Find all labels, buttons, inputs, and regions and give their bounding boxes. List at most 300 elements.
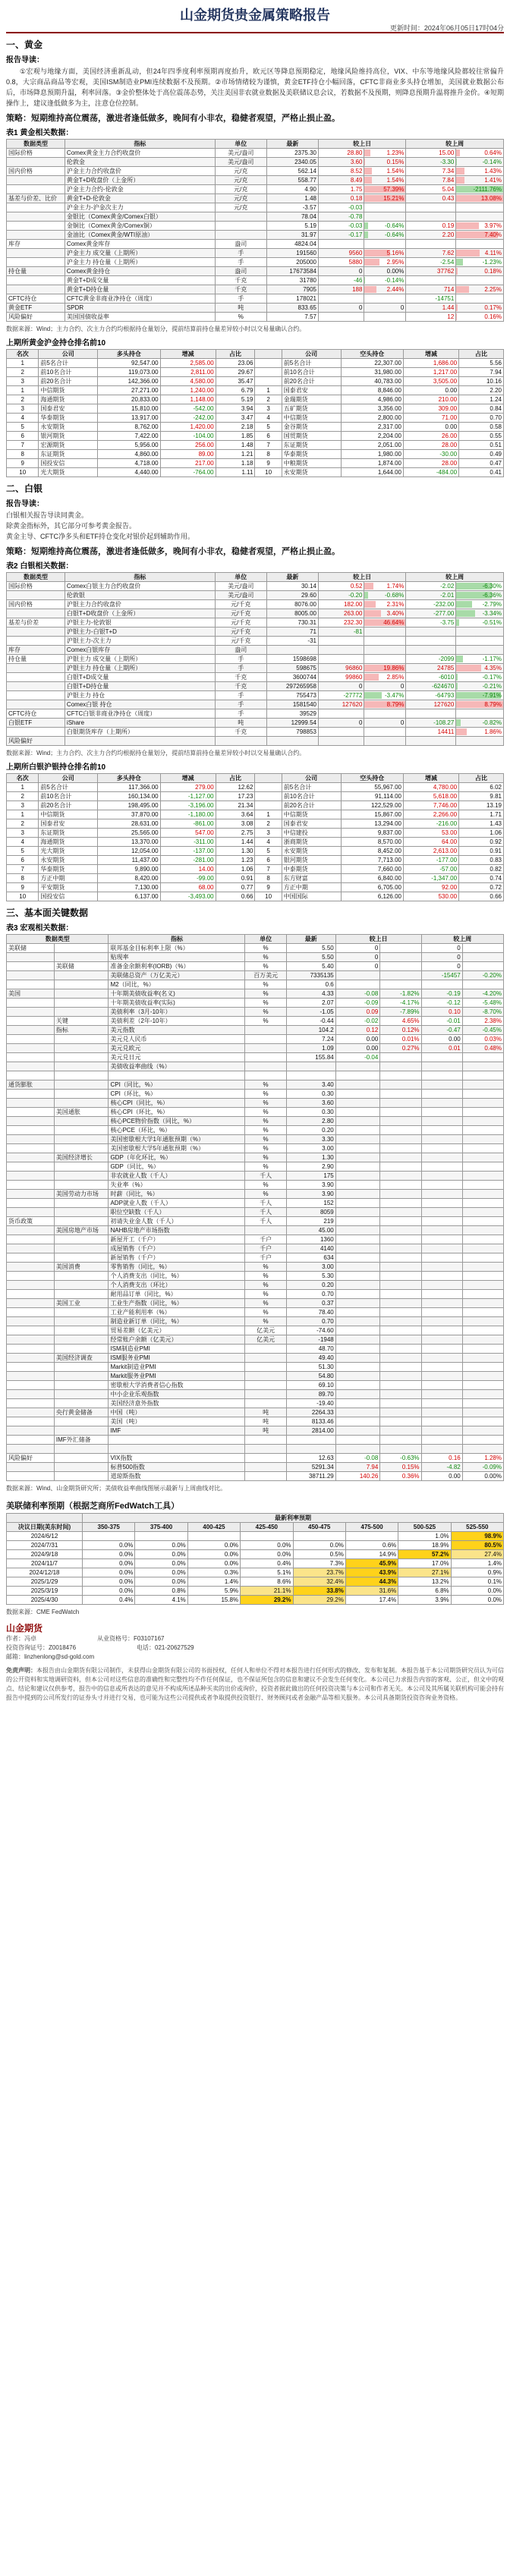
change-value: 0.64%	[484, 149, 502, 156]
fed-row	[7, 1596, 504, 1605]
table-cell	[462, 1272, 503, 1281]
table-cell	[456, 158, 504, 167]
table-cell	[364, 185, 406, 194]
table-cell	[364, 240, 406, 249]
rank-cell: 浙商期货	[282, 838, 341, 847]
table-cell	[54, 1472, 109, 1481]
table-cell	[380, 1390, 421, 1399]
table-cell: 白银T+D成交量	[65, 673, 215, 682]
table-cell	[456, 194, 504, 203]
table-cell: 工业产能利用率（%）	[109, 1308, 245, 1317]
rank-cell: 光大期货	[39, 468, 98, 477]
table-cell	[462, 1235, 503, 1244]
table-cell	[245, 1381, 286, 1390]
change-bar	[456, 268, 457, 275]
rank-cell: 国贸期货	[282, 432, 341, 441]
table-cell	[54, 1071, 109, 1080]
table-cell	[335, 1372, 380, 1381]
table-cell	[54, 971, 109, 980]
table-cell: -0.03	[318, 222, 364, 231]
table-cell	[462, 1126, 503, 1135]
table-cell: 140.26	[335, 1472, 380, 1481]
table-cell	[7, 980, 55, 989]
table-cell	[54, 1172, 109, 1181]
rank-header: 名次	[7, 774, 39, 783]
table-row	[7, 222, 504, 231]
table-cell: 0	[318, 719, 364, 728]
table-row	[7, 212, 504, 222]
table-cell: 千克	[215, 673, 266, 682]
change-value: 2.44%	[386, 286, 405, 293]
table-cell: 2814.00	[286, 1426, 335, 1436]
rank-cell: 0.58	[459, 423, 504, 432]
change-bar	[364, 231, 367, 238]
rank-cell: 15,867.00	[341, 810, 403, 819]
table-cell	[335, 1108, 380, 1117]
table-cell: 手	[215, 700, 266, 709]
rank-cell: 6.02	[459, 783, 504, 792]
table-row	[7, 1244, 504, 1253]
table-cell: 千户	[245, 1244, 286, 1253]
table-cell: 730.31	[266, 618, 318, 627]
rank-cell: -3,196.00	[160, 801, 216, 810]
rank-cell: 122,529.00	[341, 801, 403, 810]
table-cell: 7.34	[406, 167, 456, 176]
rank-cell: 1	[7, 810, 39, 819]
change-bar	[364, 583, 373, 590]
table-cell: 黄金ETF	[7, 304, 65, 313]
table-row	[7, 149, 504, 158]
table-cell	[380, 1108, 421, 1117]
table-cell	[109, 1071, 245, 1080]
rank-row	[7, 359, 504, 368]
table-cell: 沪银主力-白银T+D	[65, 627, 215, 637]
rank-cell: 国泰君安	[282, 819, 341, 829]
rank-header: 空头持仓	[341, 350, 403, 359]
table-cell	[7, 1417, 55, 1426]
table-cell: 1.30	[286, 1153, 335, 1162]
table-cell: 0.00	[421, 1035, 462, 1044]
table-cell	[54, 953, 109, 962]
table-row	[7, 618, 504, 627]
table-cell: 盎司	[215, 240, 266, 249]
fed-cell: 31.6%	[345, 1587, 398, 1596]
table-cell	[335, 1208, 380, 1217]
change-bar	[364, 259, 379, 266]
rank-row	[7, 865, 504, 874]
rank-cell: 37,870.00	[98, 810, 160, 819]
rank-cell: 1.85	[216, 432, 255, 441]
table-cell	[380, 1090, 421, 1099]
table-cell	[335, 1263, 380, 1272]
table-row	[7, 1445, 504, 1454]
rank-cell: 东方财富	[282, 874, 341, 883]
table-cell	[456, 231, 504, 240]
rank-cell: 0.72	[459, 883, 504, 892]
table-cell	[335, 1317, 380, 1326]
table-cell	[462, 1172, 503, 1181]
table-cell	[335, 1126, 380, 1135]
table-cell: 48.70	[286, 1345, 335, 1354]
table-cell	[462, 953, 503, 962]
table-cell	[7, 999, 55, 1008]
column-header: 较上日	[318, 140, 405, 149]
table-cell	[456, 240, 504, 249]
table-cell	[380, 1426, 421, 1436]
email[interactable]: 邮箱：linzhenlong@sd-gold.com	[6, 1653, 95, 1660]
table-cell	[380, 971, 421, 980]
table-cell	[245, 1472, 286, 1481]
table-cell	[54, 1062, 109, 1071]
table-row	[7, 249, 504, 258]
table-cell: 0.12	[335, 1026, 380, 1035]
rank-cell: 5	[7, 423, 39, 432]
table-cell: 美联储	[54, 962, 109, 971]
table-cell: %	[245, 1263, 286, 1272]
table-cell: -4.82	[421, 1463, 462, 1472]
table-cell: CPI（同比，%）	[109, 1080, 245, 1090]
table-cell	[462, 1299, 503, 1308]
fed-cell: 2025/4/30	[7, 1596, 83, 1605]
table-row	[7, 999, 504, 1008]
rank-cell: -311.00	[160, 838, 216, 847]
table-cell: Comex黄金主力合约收盘价	[65, 149, 215, 158]
rank-cell: 0.00	[404, 423, 459, 432]
table-cell: 3.00	[286, 1144, 335, 1153]
table-cell	[462, 1244, 503, 1253]
table-cell: 基差与价差	[7, 618, 65, 627]
table-cell: 沪银主力合约收盘价	[65, 600, 215, 609]
table-cell	[335, 1062, 380, 1071]
table-cell: 833.65	[266, 304, 318, 313]
table-cell	[364, 673, 406, 682]
rank-cell: -542.00	[160, 404, 216, 414]
rank-cell: 平安期货	[39, 883, 98, 892]
change-value: 57.39%	[383, 186, 405, 193]
table-cell: 国内价格	[7, 600, 65, 609]
rank-cell: 8	[7, 874, 39, 883]
rank-cell: 2.75	[216, 829, 255, 838]
table-cell: 美国（吨）	[109, 1417, 245, 1426]
table-cell: 798853	[266, 728, 318, 737]
fed-cell: 0.4%	[83, 1596, 135, 1605]
table-row	[7, 294, 504, 304]
table-cell	[421, 1317, 462, 1326]
rank-cell: 1.06	[216, 865, 255, 874]
table-cell: 美元/盎司	[215, 582, 266, 591]
table-cell	[421, 1226, 462, 1235]
fed-cell: 29.2%	[241, 1596, 293, 1605]
table-cell: 7.84	[406, 176, 456, 185]
table-cell: 沪银主力-次主力	[65, 637, 215, 646]
change-bar	[456, 159, 457, 165]
rank-cell: 17.23	[216, 792, 255, 801]
fed-cell: 0.0%	[135, 1577, 187, 1587]
table-cell	[7, 1363, 55, 1372]
table-cell: %	[245, 1126, 286, 1135]
column-header: 指标	[65, 573, 215, 582]
macro-table-title: 表3 宏观相关数据：	[6, 924, 74, 933]
table-cell: 634	[286, 1253, 335, 1263]
table-cell: 5.40	[286, 962, 335, 971]
rank-header: 占比	[216, 350, 255, 359]
table-row	[7, 673, 504, 682]
rank-cell: 55,967.00	[341, 783, 403, 792]
table-cell: 千户	[245, 1253, 286, 1263]
table-row	[7, 709, 504, 719]
table-cell	[54, 1035, 109, 1044]
fed-cell	[83, 1532, 135, 1541]
table-cell: 17673584	[266, 267, 318, 276]
table-row	[7, 1263, 504, 1272]
table-cell	[7, 1135, 55, 1144]
table-cell: 国际价格	[7, 149, 65, 158]
table-cell	[421, 1408, 462, 1417]
fed-cell: 0.6%	[345, 1541, 398, 1550]
rank-cell: 279.00	[160, 783, 216, 792]
table-cell	[335, 1253, 380, 1263]
rank-cell: -99.00	[160, 874, 216, 883]
table-cell	[364, 212, 406, 222]
table-row	[7, 944, 504, 953]
table-row	[7, 980, 504, 989]
table-cell	[462, 1390, 503, 1399]
table-cell: 0.20	[286, 1126, 335, 1135]
table-cell	[380, 1117, 421, 1126]
rank-cell: 0.70	[459, 414, 504, 423]
table-cell: 5.50	[286, 953, 335, 962]
table-cell	[318, 737, 364, 746]
rank-cell: 永安期货	[282, 468, 341, 477]
table-cell: -1.82%	[380, 989, 421, 999]
table-cell: 12	[406, 313, 456, 322]
table-cell	[364, 655, 406, 664]
rank-cell: 中信期货	[282, 810, 341, 819]
table-cell	[335, 971, 380, 980]
fed-cell: 33.8%	[293, 1587, 345, 1596]
table-cell	[421, 1335, 462, 1345]
table-cell: 美元兑日元	[109, 1053, 245, 1062]
rank-cell: 国泰君安	[39, 819, 98, 829]
change-value: -0.51%	[482, 619, 502, 626]
table-cell	[7, 728, 65, 737]
table-cell: -0.47	[421, 1026, 462, 1035]
table-cell	[462, 1162, 503, 1172]
rank-cell: 中信期货	[39, 386, 98, 395]
table-cell	[245, 1035, 286, 1044]
table-cell	[54, 1008, 109, 1017]
table-cell: -3.30	[406, 158, 456, 167]
fed-row	[7, 1532, 504, 1541]
table-cell	[364, 167, 406, 176]
change-value: 1.54%	[386, 168, 405, 175]
table-cell	[7, 1026, 55, 1035]
table-cell: 0.43	[406, 194, 456, 203]
table-cell: 非农就业人数（千人）	[109, 1172, 245, 1181]
table-cell: 8133.46	[286, 1417, 335, 1426]
table-cell: 178021	[266, 294, 318, 304]
table-row	[7, 304, 504, 313]
table-cell	[421, 1354, 462, 1363]
rank-cell	[255, 801, 282, 810]
table-cell	[421, 1326, 462, 1335]
table-cell: -0.20%	[462, 971, 503, 980]
table-cell: 初请失业金人数（千人）	[109, 1217, 245, 1226]
table-cell	[335, 1181, 380, 1190]
table-cell: 新屋开工（千户）	[109, 1235, 245, 1244]
rank-cell: 9	[255, 883, 282, 892]
table-row	[7, 1235, 504, 1244]
table-cell	[421, 1290, 462, 1299]
table-cell	[335, 1436, 380, 1445]
rank-cell: 五矿期货	[282, 404, 341, 414]
column-header: 较上周	[406, 573, 504, 582]
table-cell: %	[245, 1117, 286, 1126]
table-cell	[380, 1317, 421, 1326]
table-cell: 核心CPI（同比，%）	[109, 1099, 245, 1108]
table-cell: 贸易差额（亿美元）	[109, 1326, 245, 1335]
rank-cell: 0.91	[459, 847, 504, 856]
table-cell: -3.75	[406, 618, 456, 627]
change-value: 0.17%	[484, 304, 502, 311]
fed-header: 决议日期(美东时间)	[7, 1523, 83, 1532]
rank-cell: 永安期货	[282, 847, 341, 856]
rank-cell: 1,240.00	[160, 386, 216, 395]
rank-cell: 13,370.00	[98, 838, 160, 847]
table-cell	[380, 1135, 421, 1144]
table-cell: 4.33	[286, 989, 335, 999]
table-cell: 39529	[266, 709, 318, 719]
rank-cell: 前10名合计	[39, 792, 98, 801]
change-bar	[364, 610, 381, 617]
table-cell	[456, 267, 504, 276]
table-cell	[318, 313, 364, 322]
table-cell: ADP就业人数（千人）	[109, 1199, 245, 1208]
change-value: 1.74%	[386, 583, 405, 590]
rank-cell: -1,347.00	[404, 874, 459, 883]
change-value: -0.14%	[482, 159, 502, 165]
table-cell: -8.70%	[462, 1008, 503, 1017]
table-cell: 0	[364, 682, 406, 691]
table-cell: CFTC白银非商业净持仓（周度）	[65, 709, 215, 719]
table-cell	[462, 1217, 503, 1226]
fed-table	[6, 1513, 504, 1605]
fed-cell: 45.9%	[345, 1559, 398, 1568]
table-cell: %	[245, 1299, 286, 1308]
table-cell: 1.48	[266, 194, 318, 203]
table-cell: 千克	[215, 728, 266, 737]
table-cell	[456, 313, 504, 322]
change-value: -0.68%	[385, 592, 405, 599]
table-cell: 白银T+D收盘价（上金所）	[65, 609, 215, 618]
rank-cell	[255, 368, 282, 377]
table-row	[7, 313, 504, 322]
change-bar	[456, 601, 472, 608]
table-cell	[364, 285, 406, 294]
table-row	[7, 176, 504, 185]
table-cell	[54, 1290, 109, 1299]
silver-intro-line: 除黄金指标外，其它部分可参考黄金报告。	[6, 522, 137, 530]
table-cell: %	[245, 1080, 286, 1090]
table-row	[7, 1199, 504, 1208]
fed-cell: 0.0%	[241, 1550, 293, 1559]
table-cell	[456, 167, 504, 176]
change-value: 19.86%	[383, 665, 405, 672]
table-row	[7, 646, 504, 655]
table-cell: 伦敦金	[65, 158, 215, 167]
table-cell: 千克	[215, 285, 266, 294]
rank-cell: 142,366.00	[98, 377, 160, 386]
table-cell	[7, 222, 65, 231]
rank-header: 空头持仓	[341, 774, 403, 783]
table-row	[7, 1345, 504, 1354]
table-cell: 美元/盎司	[215, 591, 266, 600]
table-cell: 库存	[7, 646, 65, 655]
table-row	[7, 691, 504, 700]
silver-data-table	[6, 572, 504, 746]
table-cell	[7, 1299, 55, 1308]
table-row	[7, 1272, 504, 1281]
silver-rank-table	[6, 773, 504, 901]
table-cell	[462, 1135, 503, 1144]
table-row	[7, 728, 504, 737]
table-cell	[245, 1026, 286, 1035]
change-bar	[456, 656, 463, 662]
change-bar	[364, 286, 376, 293]
rank-cell	[255, 792, 282, 801]
rank-cell: 中泰期货	[282, 865, 341, 874]
rank-cell: 119,073.00	[98, 368, 160, 377]
table-cell: 0.30	[286, 1090, 335, 1099]
table-cell	[335, 1117, 380, 1126]
table-cell	[364, 582, 406, 591]
table-cell	[421, 1053, 462, 1062]
table-cell	[421, 1445, 462, 1454]
rank-cell: 4	[255, 414, 282, 423]
table-cell	[54, 1417, 109, 1426]
macro-note: 数据来源：Wind、山金期货研究所；美债收益率曲线图展示最新与上周曲线对比。	[6, 1485, 227, 1492]
fed-cell: 98.9%	[451, 1532, 503, 1541]
table-cell: 175	[286, 1172, 335, 1181]
rank-cell: 中国国际	[282, 892, 341, 901]
change-bar	[456, 259, 463, 266]
table-cell	[380, 1290, 421, 1299]
fed-cell: 2024/11/7	[7, 1559, 83, 1568]
table-cell	[456, 249, 504, 258]
fed-cell: 2025/1/29	[7, 1577, 83, 1587]
table-row	[7, 1226, 504, 1235]
table-cell: -19.40	[286, 1399, 335, 1408]
table-cell	[364, 591, 406, 600]
fed-header: 500-525	[398, 1523, 451, 1532]
fed-header: 400-425	[187, 1523, 240, 1532]
change-value: 1.43%	[484, 168, 502, 175]
rank-cell: -1,180.00	[160, 810, 216, 819]
table-cell	[456, 591, 504, 600]
table-cell: 沪银主力 持仓	[65, 691, 215, 700]
table-cell: 28.80	[318, 149, 364, 158]
table-cell	[421, 1381, 462, 1390]
table-cell	[7, 691, 65, 700]
table-cell: 元/千克	[215, 637, 266, 646]
rank-cell: 6	[255, 856, 282, 865]
rank-cell: 6	[255, 432, 282, 441]
table-cell: -0.44	[286, 1017, 335, 1026]
table-row	[7, 258, 504, 267]
table-cell	[421, 1062, 462, 1071]
fed-cell: 2024/6/12	[7, 1532, 83, 1541]
table-cell: 金铜比（Comex黄金/Comex铜）	[65, 222, 215, 231]
